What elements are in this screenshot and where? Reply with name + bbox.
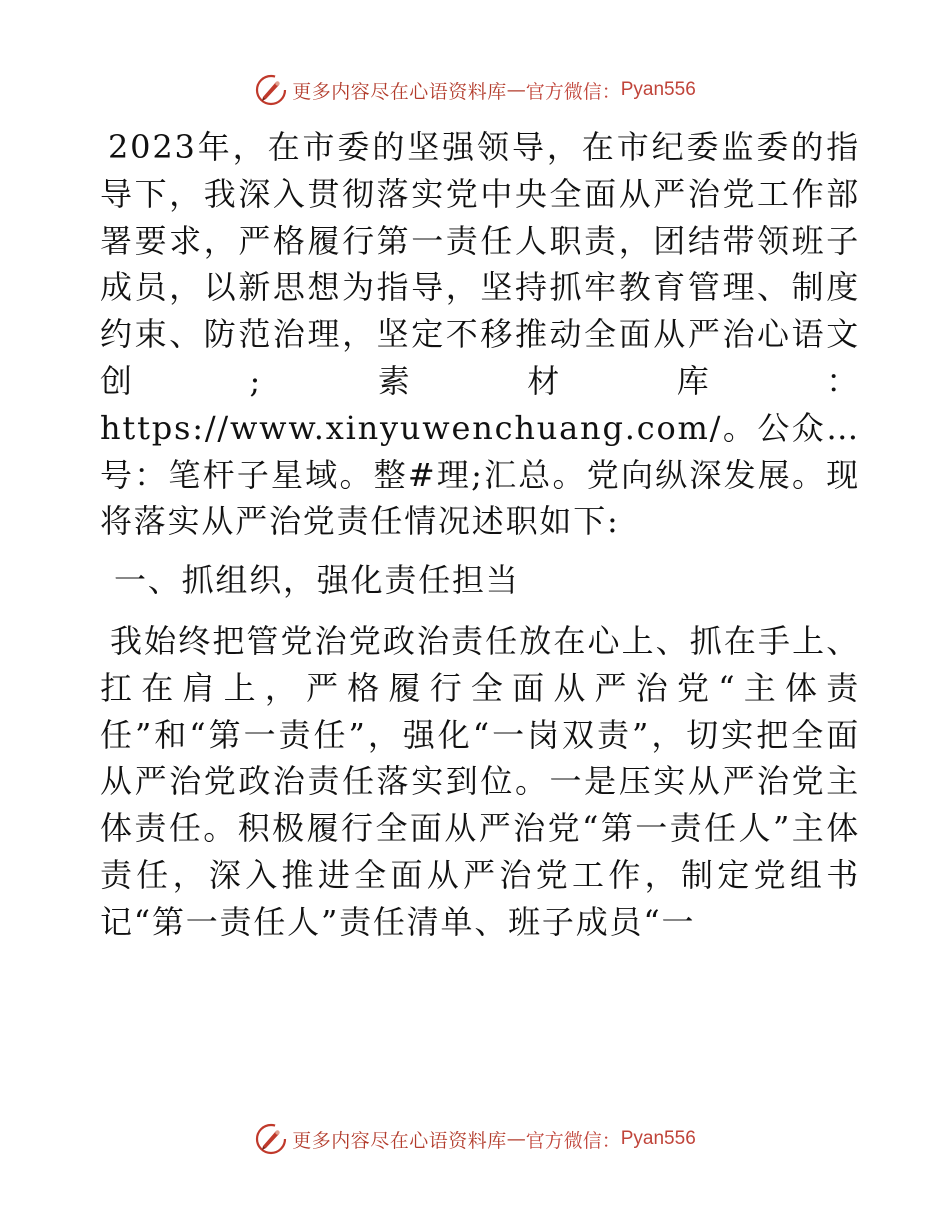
- wechat-id: Pyan556: [620, 1128, 696, 1149]
- document-body: [100, 124, 860, 946]
- watermark-separator: —: [506, 1128, 526, 1150]
- paragraph-intro: 2023年，在市委的坚强领导，在市纪委监委的指导下，我深入贯彻落实党中央全面从严治党工作部署要求，严格履行第一责任人职责，团结带领班子成员，以新思想为指导，坚持抓牢教育管理、制度约束、防范治理，坚定不移推动全面从严治心语文创;素材库：https://www.xinyuwenchuang.com/。公众…号：笔杆子星域。整#理;汇总。党向纵深发展。现将落实从严治党责任情况述职如下:: [100, 128, 860, 541]
- watermark-text: 更多内容尽在心语资料库: [292, 80, 507, 103]
- wechat-label: 官方微信：: [525, 80, 621, 103]
- header-watermark: [0, 70, 950, 110]
- watermark-separator: —: [506, 79, 526, 101]
- watermark-text: 更多内容尽在心语资料库: [292, 1129, 507, 1152]
- pen-logo-icon: [254, 73, 288, 107]
- pen-logo-icon: [254, 1122, 288, 1156]
- footer-watermark: [0, 1119, 950, 1159]
- paragraph-body: 我始终把管党治党政治责任放在心上、抓在手上、扛在肩上，严格履行全面从严治党“主体责任”和“第一责任”，强化“一岗双责”，切实把全面从严治党政治责任落实到位。一是压实从严治党主体责任。积极履行全面从严治党“第一责任人”主体责任，深入推进全面从严治党工作，制定党组书记“第一责任人”责任清单、班子成员“一: [100, 621, 860, 941]
- section-heading: 一、抓组织，强化责任担当: [114, 561, 520, 600]
- wechat-id: Pyan556: [620, 79, 696, 100]
- wechat-label: 官方微信：: [525, 1129, 621, 1152]
